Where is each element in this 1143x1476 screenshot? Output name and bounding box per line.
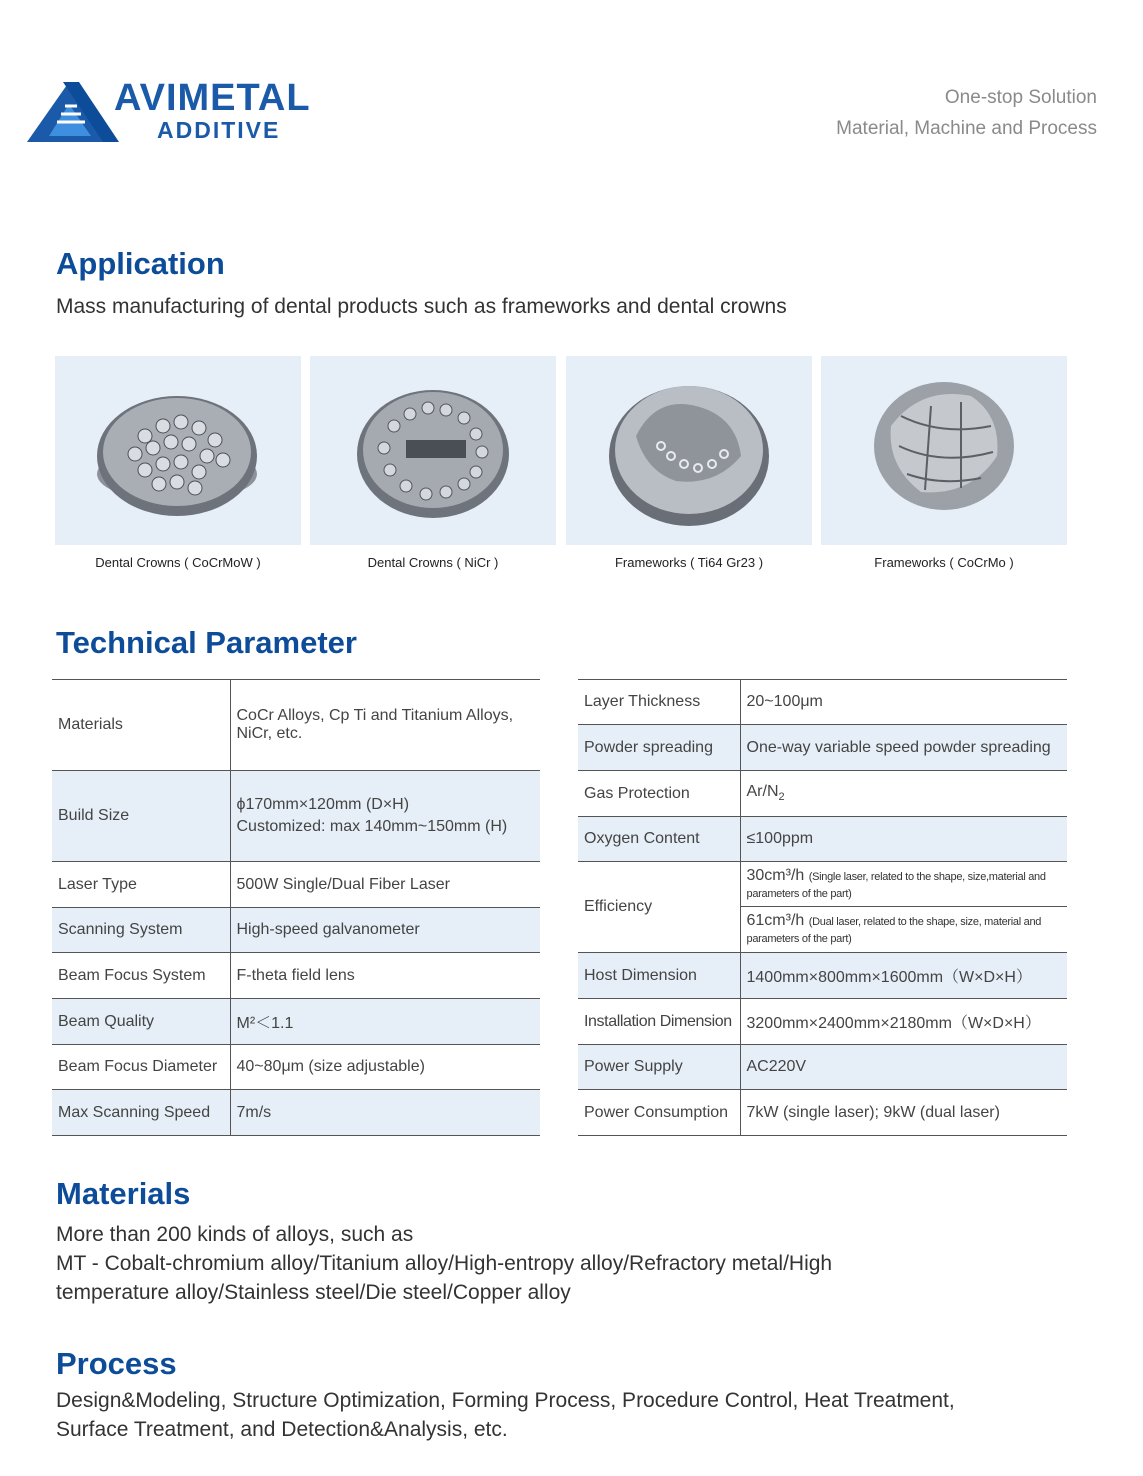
param-value-line: NiCr, etc.: [236, 725, 303, 742]
param-label: Max Scanning Speed: [52, 1090, 230, 1136]
param-value: [230, 771, 540, 862]
param-label: Power Consumption: [578, 1090, 740, 1136]
materials-line-3: temperature alloy/Stainless steel/Die steel/Copper alloy: [56, 1281, 571, 1304]
frameworks-disc-icon: [566, 356, 812, 545]
table-row: [52, 1090, 540, 1136]
param-label: Installation Dimension: [578, 999, 740, 1045]
caption-dental-crowns-cocrmow: Dental Crowns ( CoCrMoW ): [95, 555, 261, 570]
process-text: [56, 1386, 955, 1444]
param-value: M²＜1.1: [230, 999, 540, 1045]
param-label: Layer Thickness: [578, 680, 740, 725]
param-value: 7kW (single laser); 9kW (dual laser): [740, 1090, 1067, 1136]
product-image-dental-crowns-nicr: [310, 356, 556, 545]
table-row: [578, 680, 1067, 725]
param-value: 20~100μm: [740, 680, 1067, 725]
param-value-text: Ar/N: [746, 783, 779, 801]
param-value: One-way variable speed powder spreading: [740, 725, 1067, 771]
process-heading: Process: [56, 1346, 177, 1381]
param-value: 1400mm×800mm×1600mm（W×D×H）: [740, 953, 1067, 999]
application-heading: Application: [56, 246, 225, 281]
table-row: [578, 953, 1067, 999]
param-value: F-theta field lens: [230, 953, 540, 999]
materials-line-1: More than 200 kinds of alloys, such as: [56, 1223, 414, 1246]
param-label: Power Supply: [578, 1045, 740, 1090]
efficiency-dual: [741, 907, 1068, 952]
technical-heading: Technical Parameter: [56, 625, 357, 660]
efficiency-single: [741, 862, 1068, 907]
param-value: High-speed galvanometer: [230, 908, 540, 953]
param-label: Gas Protection: [578, 771, 740, 817]
product-image-frameworks-ti64: [566, 356, 812, 545]
param-value: 500W Single/Dual Fiber Laser: [230, 862, 540, 908]
param-label: Efficiency: [578, 862, 740, 953]
table-row: [52, 862, 540, 908]
caption-dental-crowns-nicr: Dental Crowns ( NiCr ): [367, 555, 499, 570]
table-row: [52, 953, 540, 999]
materials-heading: Materials: [56, 1176, 191, 1211]
tagline-line-2: Material, Machine and Process: [836, 118, 1097, 139]
param-label: Host Dimension: [578, 953, 740, 999]
params-table-right: [578, 679, 1067, 1136]
param-label: Scanning System: [52, 908, 230, 953]
process-line-2: Surface Treatment, and Detection&Analysis, etc.: [56, 1418, 508, 1441]
table-row: [52, 999, 540, 1045]
materials-line-2: MT - Cobalt-chromium alloy/Titanium alloy/High-entropy alloy/Refractory metal/High: [56, 1252, 833, 1275]
param-label: Materials: [52, 680, 230, 771]
product-image-dental-crowns-cocrmow: [55, 356, 301, 545]
table-row: [578, 1090, 1067, 1136]
efficiency-dual-note: (Dual laser, related to the shape, size, material and parameters of the part): [746, 916, 1042, 945]
brand-subtitle: ADDITIVE: [157, 117, 281, 143]
table-row: [578, 862, 1067, 953]
param-value-line: Customized: max 140mm~150mm (H): [236, 818, 508, 835]
application-text: Mass manufacturing of dental products such as frameworks and dental crowns: [56, 295, 787, 318]
param-label: Beam Focus Diameter: [52, 1045, 230, 1090]
table-row: [52, 771, 540, 862]
param-label: Oxygen Content: [578, 817, 740, 862]
materials-text: [56, 1220, 832, 1307]
param-value: ≤100ppm: [740, 817, 1067, 862]
param-value: AC220V: [740, 1045, 1067, 1090]
param-label: Beam Focus System: [52, 953, 230, 999]
crowns-disc-icon: [55, 356, 301, 545]
param-value: 40~80μm (size adjustable): [230, 1045, 540, 1090]
efficiency-single-note: (Single laser, related to the shape, size,material and parameters of the part): [746, 871, 1046, 900]
table-row: [578, 817, 1067, 862]
param-value: [230, 680, 540, 771]
table-row: [52, 680, 540, 771]
product-image-frameworks-cocrmo: [821, 356, 1067, 545]
param-value: [740, 862, 1067, 953]
param-label: Build Size: [52, 771, 230, 862]
table-row: [578, 1045, 1067, 1090]
param-label: Beam Quality: [52, 999, 230, 1045]
param-value-line: ϕ170mm×120mm (D×H): [236, 796, 410, 813]
frameworks-disc-icon: [821, 356, 1067, 545]
caption-frameworks-ti64: Frameworks ( Ti64 Gr23 ): [614, 555, 764, 570]
caption-frameworks-cocrmo: Frameworks ( CoCrMo ): [874, 555, 1014, 570]
param-value: 3200mm×2400mm×2180mm（W×D×H）: [740, 999, 1067, 1045]
efficiency-single-value: 30cm³/h: [746, 867, 805, 884]
process-line-1: Design&Modeling, Structure Optimization, Forming Process, Procedure Control, Heat Treatment,: [56, 1389, 955, 1412]
param-label: Laser Type: [52, 862, 230, 908]
param-value-subscript: 2: [778, 791, 785, 804]
table-row: [52, 908, 540, 953]
table-row: [578, 771, 1067, 817]
param-value-line: CoCr Alloys, Cp Ti and Titanium Alloys,: [236, 707, 514, 724]
param-value: 7m/s: [230, 1090, 540, 1136]
table-row: [52, 1045, 540, 1090]
table-row: [578, 725, 1067, 771]
param-value: [740, 771, 1067, 817]
table-row: [578, 999, 1067, 1045]
tagline-line-1: One-stop Solution: [944, 87, 1097, 108]
efficiency-dual-value: 61cm³/h: [746, 912, 805, 929]
param-label: Powder spreading: [578, 725, 740, 771]
tagline: [836, 82, 1097, 144]
brand-name: AVIMETAL: [114, 77, 311, 119]
crowns-disc-icon: [310, 356, 556, 545]
params-table-left: [52, 679, 540, 1136]
